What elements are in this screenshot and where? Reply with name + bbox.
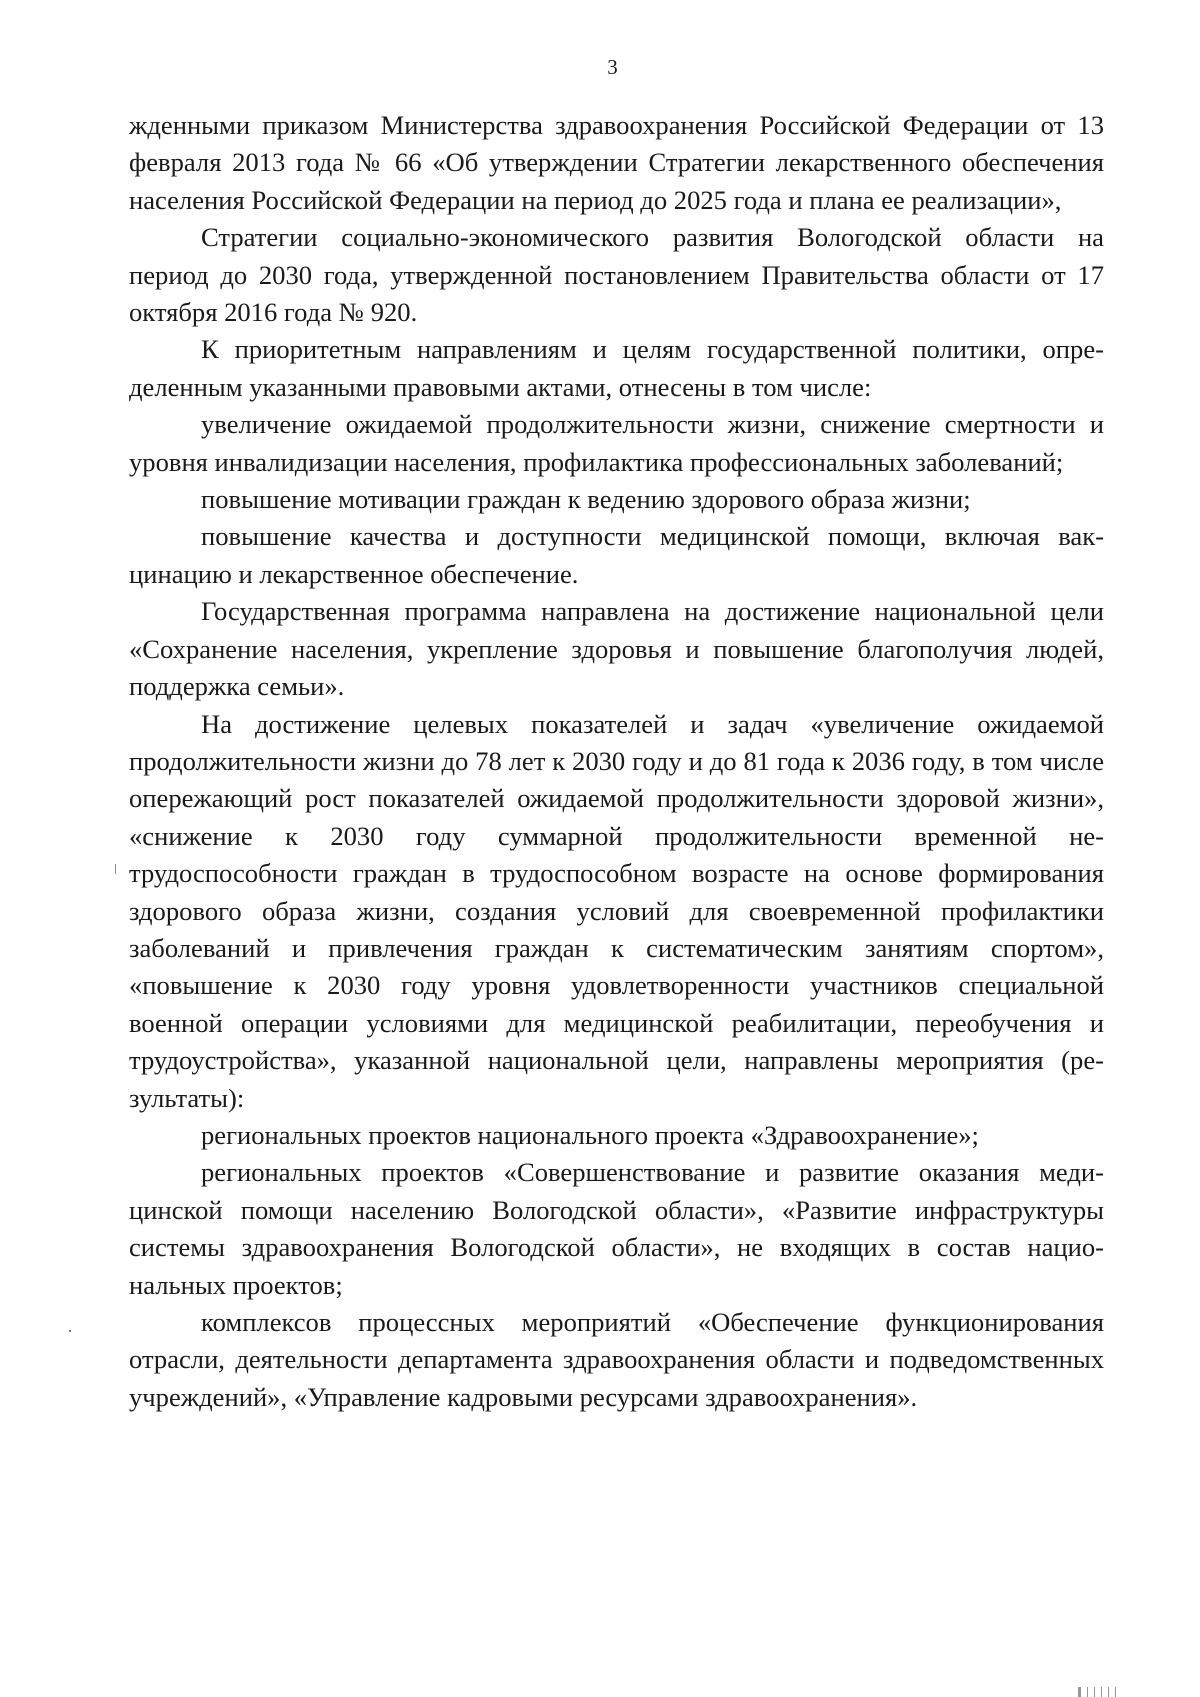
page-number: 3 [607,55,618,79]
list-item: региональных проектов национального проекта «Здравоохранение»; [201,1119,979,1150]
list-item: комплексов процессных мероприятий «Обеспечение функционирования отрасли, деятельности департамента здравоохранения области и подведомственных учреждений», «Управление кадровыми ресурсами здравоохранения». [129,1307,1104,1412]
list-item: увеличение ожидаемой продолжительности жизни, снижение смертности и уровня инвалидизации населения, профилактика профессиональных заболеваний; [129,409,1104,477]
list-item: региональных проектов «Совершенствование и развитие оказания медицинской помощи населению Вологодской области», «Развитие инфраструктуры системы здравоохранения Вологодской области», не входящих в состав национальных проектов; [129,1157,1104,1300]
list-item: повышение мотивации граждан к ведению здорового образа жизни; [201,484,971,515]
paragraph: К приоритетным направлениям и целям государственной политики, определенным указанными правовыми актами, отнесены в том числе: [129,334,1104,402]
paragraph-continuation: жденными приказом Министерства здравоохранения Российской Федерации от 13 февраля 2013 года № 66 «Об утверждении Стратегии лекарственного обеспечения населения Российской Федерации на период до 2025 года и плана ее реализации», [129,110,1104,215]
scan-artifact-barcode [1078,1687,1122,1697]
scan-artifact-dot [69,1330,71,1332]
paragraph: Государственная программа направлена на достижение национальной цели «Сохранение населения, укрепление здоровья и повышение благополучия людей, поддержка семьи». [129,596,1104,702]
paragraph: На достижение целевых показателей и задач «увеличение ожидаемой продолжительности жизни до 78 лет к 2030 году и до 81 года к 2036 году, в том числе опережающий рост показателей ожидаемой продолжительности здоровой жизни», «снижение к 2030 году суммарной продолжительности временной нетрудоспособности граждан в трудоспособном возрасте на основе формирования здорового образа жизни, создания условий для своевременной профилактики заболеваний и привлечения граждан к систематическим занятиям спортом», «повышение к 2030 году уровня удовлетворенности участников специальной военной операции условиями для медицинской реабилитации, переобучения и трудоустройства», указанной национальной цели, направлены мероприятия (результаты): [129,708,1104,1113]
scan-artifact-tick [115,864,116,874]
document-body [129,107,1104,1416]
list-item: повышение качества и доступности медицинской помощи, включая вакцинацию и лекарственное обеспечение. [129,521,1104,589]
paragraph: Стратегии социально-экономического развития Вологодской области на период до 2030 года, утвержденной постановлением Правительства области от 17 октября 2016 года № 920. [129,222,1104,328]
